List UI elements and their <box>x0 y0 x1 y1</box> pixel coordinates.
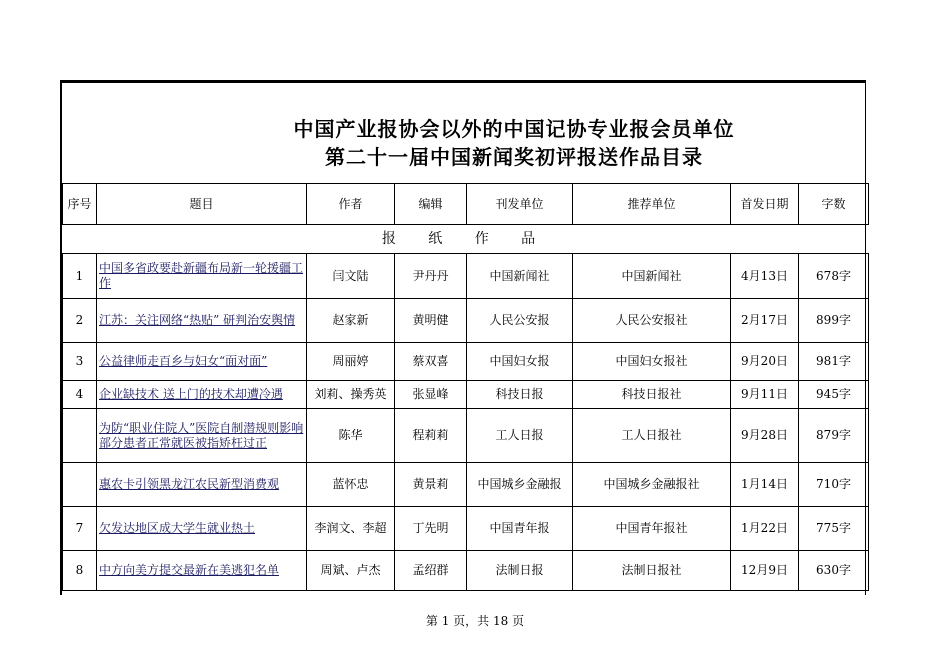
cell-no: 4 <box>63 381 97 409</box>
cell-editor: 尹丹丹 <box>395 254 467 299</box>
cell-publisher: 人民公安报 <box>467 299 573 343</box>
header-recommender: 推荐单位 <box>573 184 731 225</box>
header-publisher: 刊发单位 <box>467 184 573 225</box>
cell-publisher: 科技日报 <box>467 381 573 409</box>
page-footer: 第 1 页，共 18 页 <box>425 614 525 628</box>
cell-words: 945字 <box>799 381 869 409</box>
cell-words: 710字 <box>799 463 869 507</box>
cell-words: 981字 <box>799 343 869 381</box>
header-date: 首发日期 <box>731 184 799 225</box>
table-row <box>63 463 869 507</box>
header-title: 题目 <box>97 184 307 225</box>
cell-recommender: 法制日报社 <box>573 551 731 591</box>
cell-editor: 丁先明 <box>395 507 467 551</box>
page-title-line1: 中国产业报协会以外的中国记协专业报会员单位 <box>293 117 735 141</box>
cell-no: 2 <box>63 299 97 343</box>
cell-date: 9月20日 <box>731 343 799 381</box>
works-table <box>62 183 869 591</box>
cell-recommender: 中国妇女报社 <box>573 343 731 381</box>
cell-publisher: 中国新闻社 <box>467 254 573 299</box>
cell-publisher: 工人日报 <box>467 409 573 463</box>
cell-title-link[interactable]: 江苏：关注网络“热贴” 研判治安舆情 <box>97 299 307 343</box>
table-row <box>63 381 869 409</box>
header-editor: 编辑 <box>395 184 467 225</box>
cell-date: 9月11日 <box>731 381 799 409</box>
cell-date: 12月9日 <box>731 551 799 591</box>
cell-recommender: 中国新闻社 <box>573 254 731 299</box>
cell-publisher: 中国妇女报 <box>467 343 573 381</box>
cell-no <box>63 463 97 507</box>
cell-no: 3 <box>63 343 97 381</box>
cell-editor: 黄明健 <box>395 299 467 343</box>
cell-author: 赵家新 <box>307 299 395 343</box>
cell-title-link[interactable]: 企业缺技术 送上门的技术却遭冷遇 <box>97 381 307 409</box>
cell-editor: 黄景莉 <box>395 463 467 507</box>
cell-recommender: 中国青年报社 <box>573 507 731 551</box>
cell-title-link[interactable]: 公益律师走百乡与妇女“面对面” <box>97 343 307 381</box>
title-block <box>62 83 866 184</box>
section-row <box>63 225 869 254</box>
cell-words: 678字 <box>799 254 869 299</box>
cell-author: 陈华 <box>307 409 395 463</box>
cell-date: 9月28日 <box>731 409 799 463</box>
cell-words: 630字 <box>799 551 869 591</box>
cell-title-link[interactable]: 欠发达地区成大学生就业热土 <box>97 507 307 551</box>
cell-no: 1 <box>63 254 97 299</box>
cell-editor: 孟绍群 <box>395 551 467 591</box>
cell-title-link[interactable]: 中国多省政要赴新疆布局新一轮援疆工作 <box>97 254 307 299</box>
cell-title-link[interactable]: 中方向美方提交最新在美逃犯名单 <box>97 551 307 591</box>
cell-title-link[interactable]: 惠农卡引领黑龙江农民新型消费观 <box>97 463 307 507</box>
cell-words: 899字 <box>799 299 869 343</box>
cell-publisher: 中国青年报 <box>467 507 573 551</box>
cell-editor: 程莉莉 <box>395 409 467 463</box>
section-label: 报 纸 作 品 <box>63 225 869 254</box>
cell-recommender: 中国城乡金融报社 <box>573 463 731 507</box>
cell-publisher: 法制日报 <box>467 551 573 591</box>
cell-author: 李润文、李超 <box>307 507 395 551</box>
cell-author: 周丽婷 <box>307 343 395 381</box>
header-no: 序号 <box>63 184 97 225</box>
cell-editor: 蔡双喜 <box>395 343 467 381</box>
cell-date: 1月22日 <box>731 507 799 551</box>
table-row <box>63 254 869 299</box>
table-row <box>63 299 869 343</box>
table-row <box>63 343 869 381</box>
cell-words: 775字 <box>799 507 869 551</box>
page-title-line2: 第二十一届中国新闻奖初评报送作品目录 <box>325 145 703 169</box>
cell-no: 8 <box>63 551 97 591</box>
cell-date: 2月17日 <box>731 299 799 343</box>
cell-date: 4月13日 <box>731 254 799 299</box>
cell-author: 蓝怀忠 <box>307 463 395 507</box>
cell-words: 879字 <box>799 409 869 463</box>
cell-author: 刘莉、操秀英 <box>307 381 395 409</box>
cell-publisher: 中国城乡金融报 <box>467 463 573 507</box>
header-row <box>63 184 869 225</box>
cell-date: 1月14日 <box>731 463 799 507</box>
table-row <box>63 551 869 591</box>
cell-recommender: 工人日报社 <box>573 409 731 463</box>
cell-title-link[interactable]: 为防“职业住院人”医院自制潜规则影响部分患者正常就医被指矫枉过正 <box>97 409 307 463</box>
cell-author: 闫文陆 <box>307 254 395 299</box>
spreadsheet-page <box>60 80 866 595</box>
table-row <box>63 507 869 551</box>
header-words: 字数 <box>799 184 869 225</box>
cell-recommender: 科技日报社 <box>573 381 731 409</box>
table-row <box>63 409 869 463</box>
cell-recommender: 人民公安报社 <box>573 299 731 343</box>
cell-author: 周斌、卢杰 <box>307 551 395 591</box>
header-author: 作者 <box>307 184 395 225</box>
cell-no <box>63 409 97 463</box>
cell-no: 7 <box>63 507 97 551</box>
cell-editor: 张显峰 <box>395 381 467 409</box>
